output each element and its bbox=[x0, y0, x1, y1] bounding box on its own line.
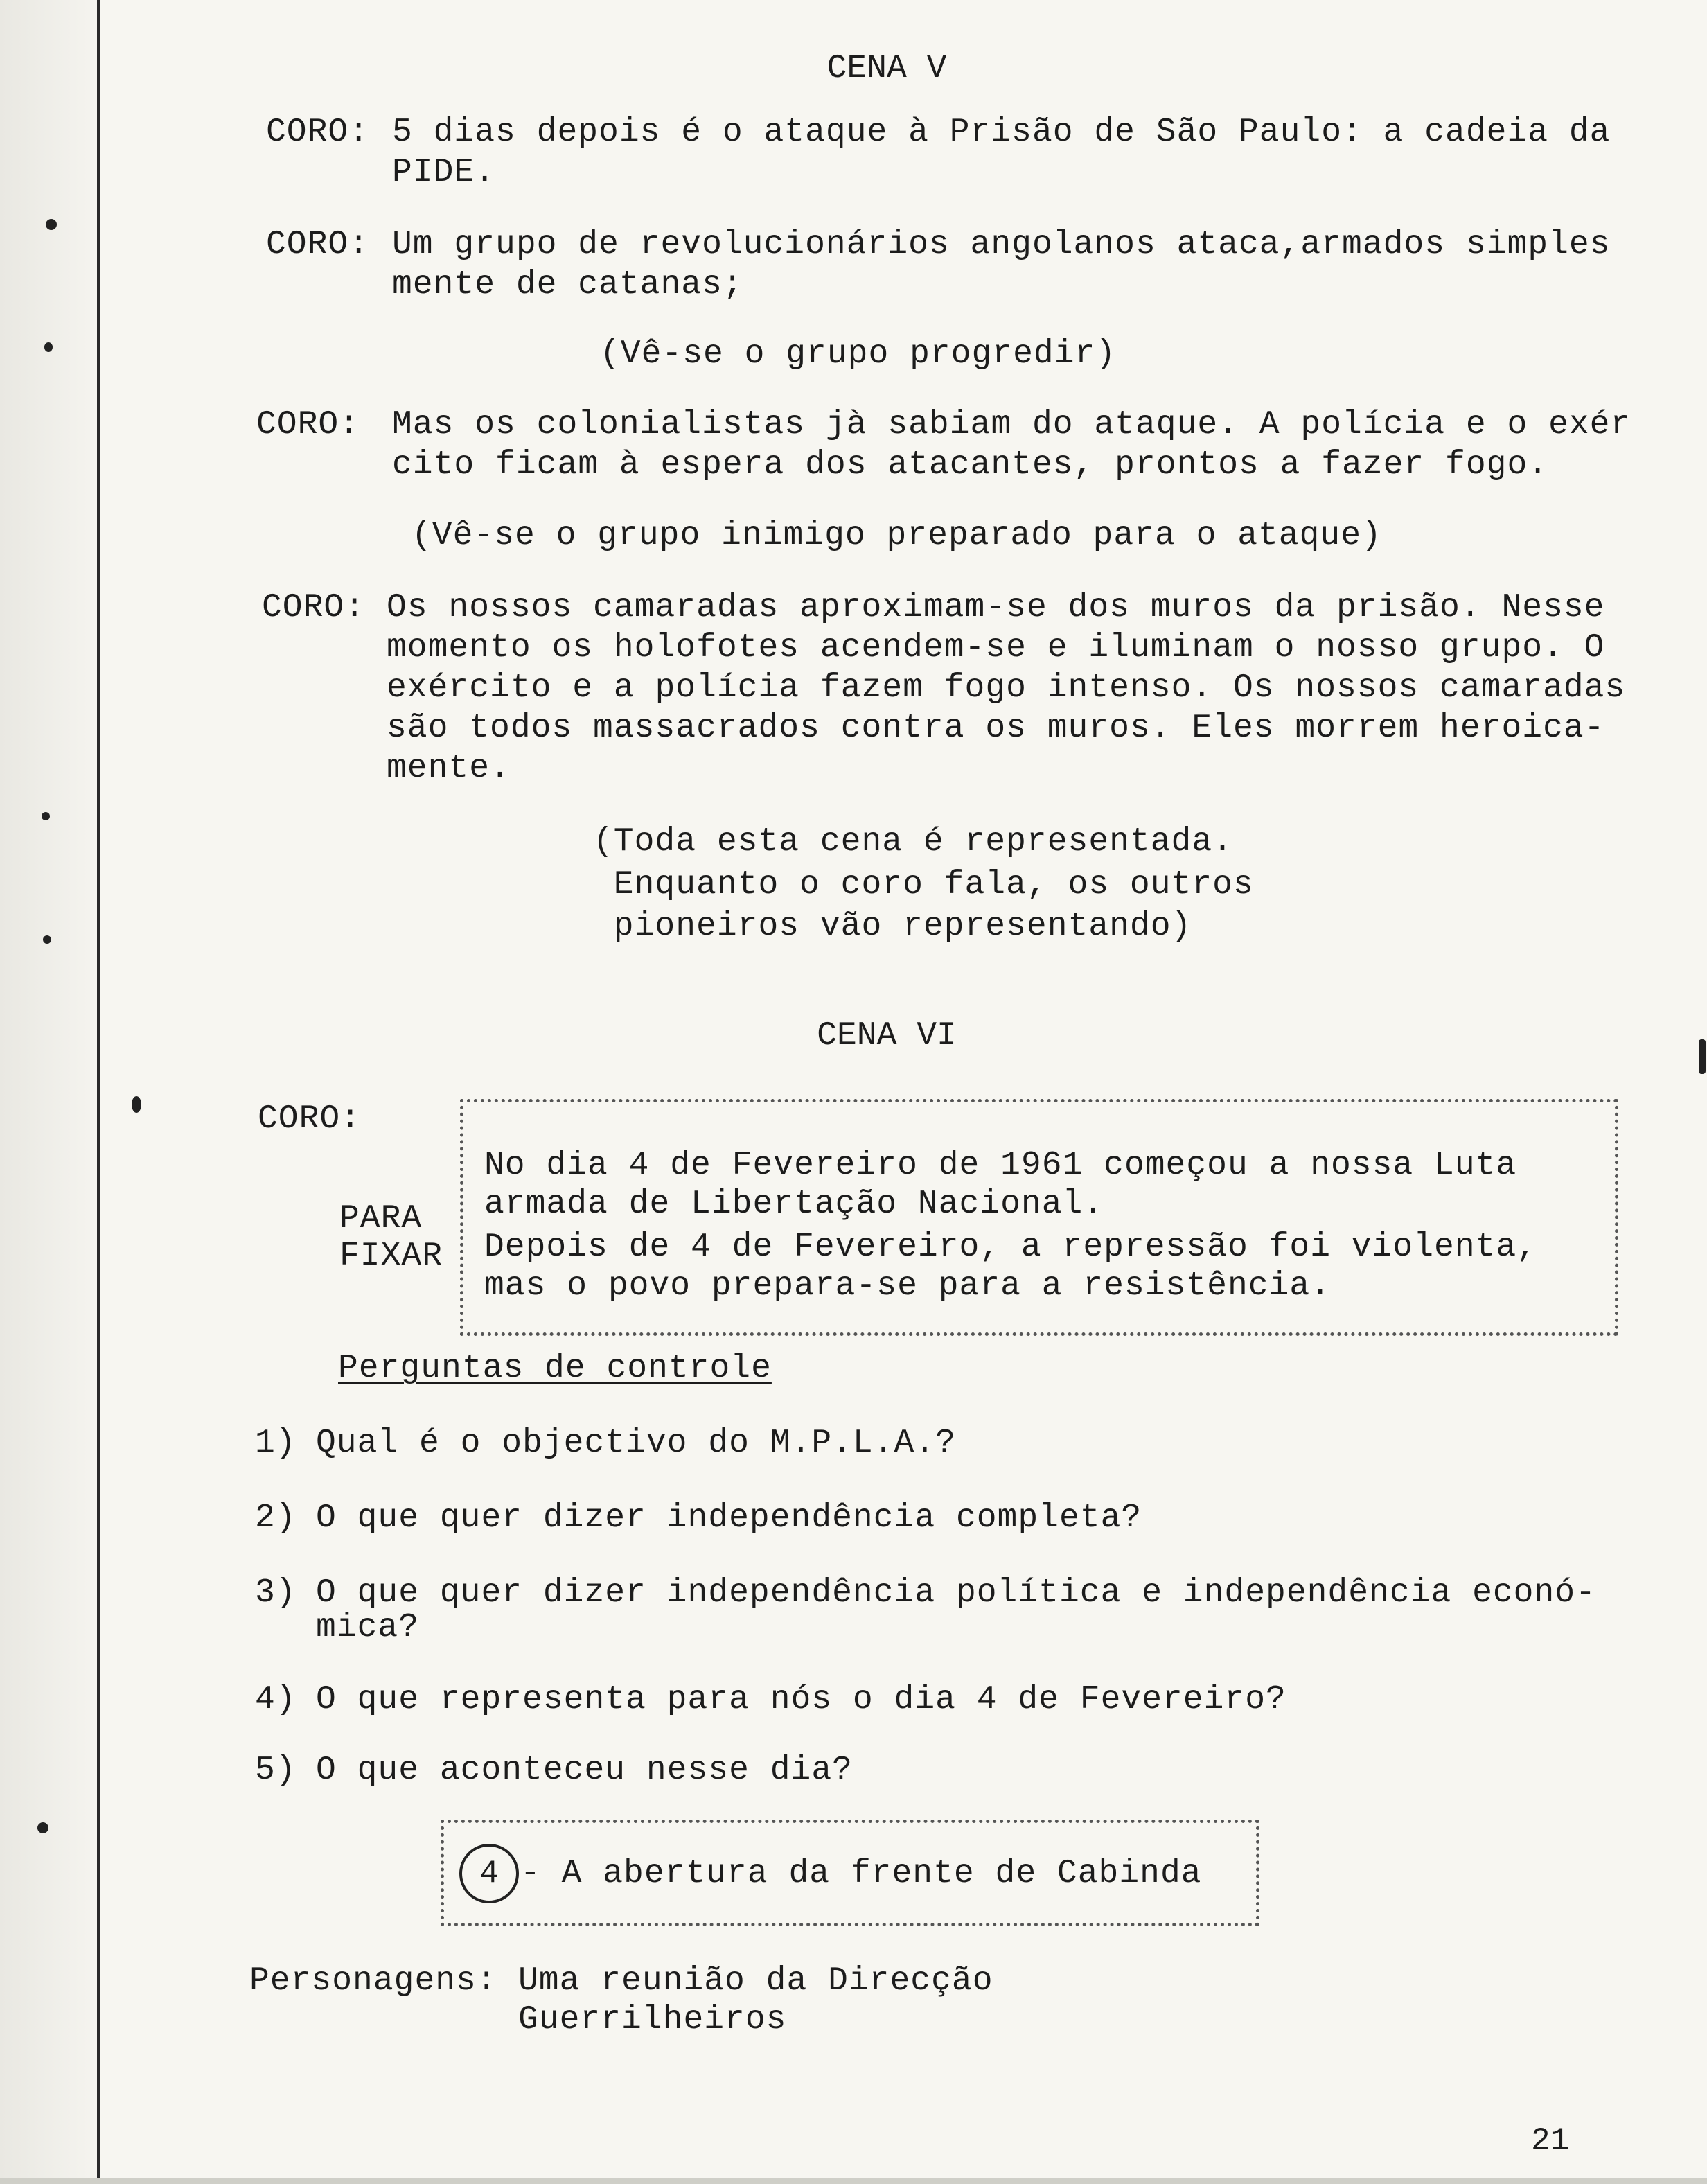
fixar-line: Depois de 4 de Fevereiro, a repressão foi violenta, bbox=[484, 1228, 1538, 1266]
fixar-line: No dia 4 de Fevereiro de 1961 começou a nossa Luta bbox=[484, 1147, 1517, 1184]
dialogue-line: mente de catanas; bbox=[392, 266, 743, 303]
dialogue-line: Os nossos camaradas aproximam-se dos muros da prisão. Nesse bbox=[387, 589, 1605, 626]
dialogue-line: momento os holofotes acendem-se e iluminam o nosso grupo. O bbox=[387, 629, 1605, 667]
question-text: mica? bbox=[316, 1609, 420, 1646]
page-number: 21 bbox=[1531, 2123, 1570, 2159]
scan-speck bbox=[1699, 1039, 1706, 1074]
question-text: O que representa para nós o dia 4 de Fevereiro? bbox=[316, 1681, 1286, 1718]
question-number: 4) bbox=[255, 1681, 297, 1718]
question-number: 2) bbox=[255, 1499, 297, 1537]
dialogue-line: Um grupo de revolucionários angolanos ataca,armados simples bbox=[392, 226, 1611, 263]
scan-speck bbox=[46, 219, 57, 230]
characters-label: Personagens: bbox=[249, 1962, 497, 2000]
section4-number: 4 bbox=[459, 1844, 519, 1903]
stage-direction: (Toda esta cena é representada. bbox=[593, 823, 1233, 861]
question-number: 3) bbox=[255, 1574, 297, 1612]
fixar-line: mas o povo prepara-se para a resistência. bbox=[484, 1267, 1331, 1305]
character-item: Guerrilheiros bbox=[518, 2001, 787, 2038]
dialogue-line: Mas os colonialistas jà sabiam do ataque. A polícia e o exér bbox=[392, 406, 1631, 443]
coro-label: CORO: bbox=[258, 1100, 362, 1138]
dialogue-line: 5 dias depois é o ataque à Prisão de São Paulo: a cadeia da bbox=[392, 114, 1611, 151]
stage-direction: Enquanto o coro fala, os outros bbox=[593, 866, 1254, 904]
dialogue-line: exército e a polícia fazem fogo intenso. Os nossos camaradas bbox=[387, 669, 1626, 707]
para-fixar-label: PARA bbox=[339, 1200, 423, 1238]
dialogue-line: mente. bbox=[387, 750, 511, 787]
questions-heading: Perguntas de controle bbox=[338, 1350, 772, 1387]
question-text: O que quer dizer independência completa? bbox=[316, 1499, 1142, 1537]
coro-label: CORO: bbox=[266, 114, 370, 151]
scan-speck bbox=[132, 1096, 141, 1113]
page-edge bbox=[0, 0, 97, 2184]
question-text: O que aconteceu nesse dia? bbox=[316, 1752, 853, 1789]
question-number: 1) bbox=[255, 1425, 297, 1462]
question-number: 5) bbox=[255, 1752, 297, 1789]
question-text: O que quer dizer independência política e independência econó- bbox=[316, 1574, 1596, 1612]
coro-label: CORO: bbox=[266, 226, 370, 263]
character-item: Uma reunião da Direcção bbox=[518, 1962, 993, 2000]
scan-speck bbox=[43, 935, 51, 944]
stage-direction: (Vê-se o grupo progredir) bbox=[600, 335, 1117, 373]
coro-label: CORO: bbox=[262, 589, 366, 626]
scene5-title: CENA V bbox=[826, 50, 947, 87]
binding-margin-line bbox=[97, 0, 100, 2184]
dialogue-line: PIDE. bbox=[392, 154, 496, 191]
scan-speck bbox=[44, 342, 53, 352]
stage-direction: pioneiros vão representando) bbox=[593, 908, 1192, 945]
section4-title: - A abertura da frente de Cabinda bbox=[520, 1855, 1202, 1892]
scene6-title: CENA VI bbox=[817, 1017, 957, 1055]
stage-direction: (Vê-se o grupo inimigo preparado para o ataque) bbox=[412, 517, 1382, 554]
para-fixar-label: FIXAR bbox=[339, 1238, 443, 1275]
question-text: Qual é o objectivo do M.P.L.A.? bbox=[316, 1425, 956, 1462]
dialogue-line: são todos massacrados contra os muros. Eles morrem heroica- bbox=[387, 710, 1605, 747]
scan-speck bbox=[42, 812, 50, 820]
dialogue-line: cito ficam à espera dos atacantes, prontos a fazer fogo. bbox=[392, 446, 1549, 484]
scan-speck bbox=[37, 1822, 48, 1833]
page-bottom-edge bbox=[0, 2178, 1707, 2184]
coro-label: CORO: bbox=[256, 406, 360, 443]
fixar-line: armada de Libertação Nacional. bbox=[484, 1186, 1104, 1223]
section4-box bbox=[441, 1820, 1259, 1926]
fixar-box bbox=[460, 1099, 1618, 1336]
